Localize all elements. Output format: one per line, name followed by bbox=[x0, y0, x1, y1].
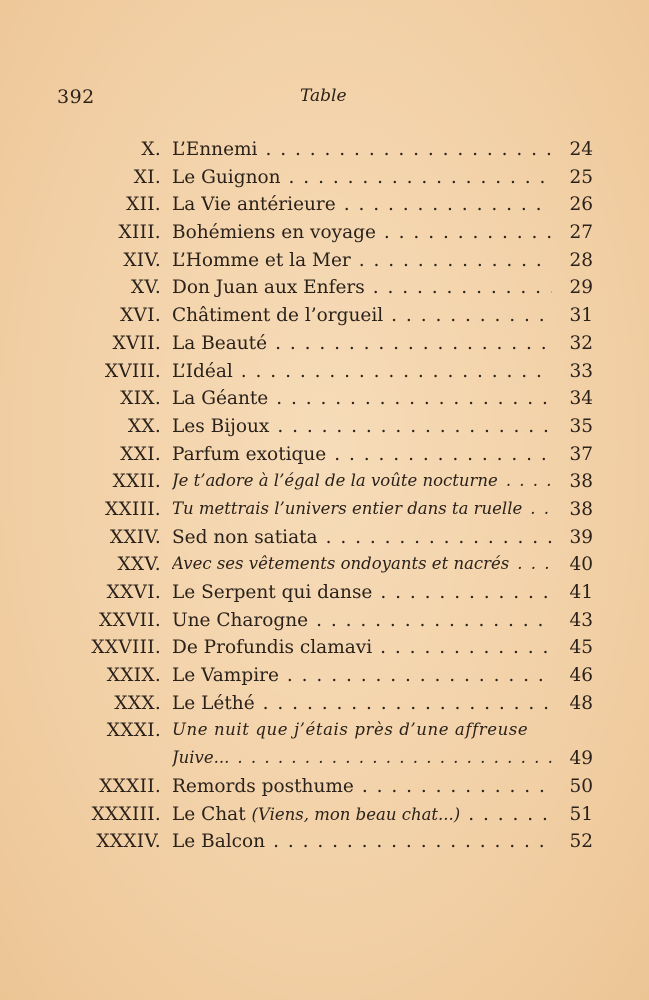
poem-number: XXIX. bbox=[106, 665, 161, 687]
page-ref: 26 bbox=[569, 194, 593, 216]
page-ref: 37 bbox=[569, 443, 593, 465]
poem-title-text: Le Balcon bbox=[172, 831, 266, 853]
poem-title bbox=[172, 416, 552, 437]
toc-row bbox=[0, 748, 649, 776]
toc-row bbox=[0, 665, 649, 693]
page-ref: 33 bbox=[569, 360, 593, 382]
poem-number: XVII. bbox=[112, 332, 161, 354]
poem-title bbox=[172, 305, 552, 326]
poem-number: XXVIII. bbox=[91, 637, 161, 659]
toc-row bbox=[0, 194, 649, 222]
poem-title-text: Le Serpent qui danse bbox=[172, 582, 373, 603]
poem-number: XX. bbox=[127, 415, 161, 437]
poem-title bbox=[172, 665, 552, 686]
poem-number: XXVII. bbox=[99, 609, 161, 631]
poem-number: XXII. bbox=[112, 471, 161, 493]
toc-row bbox=[0, 776, 649, 804]
poem-title bbox=[172, 444, 552, 465]
poem-title-text: Le Chat bbox=[172, 803, 252, 825]
running-title: Table bbox=[300, 86, 347, 106]
poem-number: XXI. bbox=[120, 443, 161, 465]
poem-title bbox=[172, 277, 552, 298]
poem-title bbox=[172, 831, 552, 852]
toc-row bbox=[0, 804, 649, 832]
toc-row bbox=[0, 416, 649, 444]
page-ref: 49 bbox=[569, 748, 593, 770]
page-ref: 38 bbox=[569, 498, 593, 520]
poem-title bbox=[172, 720, 552, 739]
poem-title bbox=[172, 693, 552, 714]
toc-row bbox=[0, 222, 649, 250]
toc-row bbox=[0, 167, 649, 195]
poem-title-text: Le Guignon bbox=[172, 166, 281, 188]
page-number: 392 bbox=[57, 86, 95, 108]
poem-number: XVI. bbox=[120, 305, 161, 327]
poem-number: XXIV. bbox=[109, 526, 161, 548]
poem-number: XXX. bbox=[114, 692, 161, 714]
page-ref: 40 bbox=[569, 554, 593, 576]
poem-subtitle: (Viens, mon beau chat...) bbox=[251, 804, 461, 824]
toc-row bbox=[0, 139, 649, 167]
page-ref: 39 bbox=[569, 526, 593, 548]
poem-number: XIX. bbox=[120, 388, 161, 410]
page-ref: 29 bbox=[569, 277, 593, 299]
toc-row bbox=[0, 305, 649, 333]
poem-number: XXV. bbox=[117, 554, 161, 576]
poem-number: XVIII. bbox=[104, 360, 161, 382]
poem-title-text: Bohémiens en voyage bbox=[172, 222, 376, 244]
poem-number: XXXIV. bbox=[96, 831, 161, 853]
poem-title bbox=[172, 222, 552, 243]
page-ref: 46 bbox=[569, 665, 593, 687]
page-ref: 34 bbox=[569, 388, 593, 410]
poem-number: XXXI. bbox=[106, 720, 161, 742]
poem-number: XII. bbox=[126, 194, 161, 216]
toc-row bbox=[0, 527, 649, 555]
poem-title-text: La Beauté bbox=[172, 332, 268, 354]
poem-number: X. bbox=[141, 139, 161, 160]
poem-title-text: Une Charogne bbox=[172, 609, 309, 631]
poem-title-text: Sed non satiata bbox=[172, 526, 318, 548]
poem-title bbox=[172, 554, 552, 573]
page-ref: 24 bbox=[569, 139, 593, 160]
poem-title-text: Les Bijoux bbox=[172, 415, 270, 437]
poem-title-text: Avec ses vêtements ondoyants et nacrés bbox=[172, 554, 510, 574]
poem-number: XXVI. bbox=[106, 582, 161, 603]
poem-title bbox=[172, 139, 552, 160]
toc-row bbox=[0, 444, 649, 472]
poem-title bbox=[172, 167, 552, 188]
toc-row bbox=[0, 554, 649, 582]
toc-row bbox=[0, 333, 649, 361]
toc-row bbox=[0, 250, 649, 278]
page-ref: 28 bbox=[569, 249, 593, 271]
poem-title bbox=[172, 637, 552, 658]
toc-row bbox=[0, 361, 649, 389]
poem-number: XXXIII. bbox=[91, 803, 161, 825]
poem-title-text: La Vie antérieure bbox=[172, 194, 336, 216]
poem-title bbox=[172, 333, 552, 354]
poem-number: XXIII. bbox=[105, 498, 161, 520]
page-ref: 32 bbox=[569, 332, 593, 354]
page-ref: 52 bbox=[569, 831, 593, 853]
poem-title-text: L’Homme et la Mer bbox=[172, 249, 351, 271]
poem-title bbox=[172, 610, 552, 631]
poem-title-text: Don Juan aux Enfers bbox=[172, 277, 365, 299]
poem-title bbox=[172, 361, 552, 382]
poem-title-text: Une nuit que j’étais près d’une affreuse bbox=[172, 720, 529, 740]
poem-title-text: Juive... bbox=[172, 748, 230, 768]
poem-title bbox=[172, 776, 552, 797]
page-ref: 51 bbox=[569, 803, 593, 825]
page-ref: 48 bbox=[569, 692, 593, 714]
poem-title-text: L’Ennemi bbox=[172, 139, 258, 160]
poem-title bbox=[172, 527, 552, 548]
poem-title bbox=[172, 471, 552, 490]
poem-number: XIV. bbox=[123, 249, 161, 271]
toc-row bbox=[0, 610, 649, 638]
poem-title bbox=[172, 250, 552, 271]
poem-title-text: Le Vampire bbox=[172, 665, 279, 687]
poem-title-text: Je t’adore à l’égal de la voûte nocturne bbox=[172, 471, 498, 491]
toc-row bbox=[0, 693, 649, 721]
toc-row bbox=[0, 277, 649, 305]
page-ref: 41 bbox=[569, 582, 593, 603]
toc-row bbox=[0, 720, 649, 748]
page-ref: 35 bbox=[569, 415, 593, 437]
poem-title-text: La Géante bbox=[172, 388, 269, 410]
toc-row bbox=[0, 637, 649, 665]
page-ref: 25 bbox=[569, 166, 593, 188]
poem-number: XI. bbox=[133, 166, 161, 188]
toc-row bbox=[0, 388, 649, 416]
page-ref: 38 bbox=[569, 471, 593, 493]
poem-number: XXXII. bbox=[99, 775, 161, 797]
page-ref: 27 bbox=[569, 222, 593, 244]
page-ref: 31 bbox=[569, 305, 593, 327]
poem-title-text: Parfum exotique bbox=[172, 443, 327, 465]
page-ref: 50 bbox=[569, 775, 593, 797]
poem-title-text: Le Léthé bbox=[172, 692, 255, 714]
toc-row bbox=[0, 582, 649, 610]
poem-title bbox=[172, 388, 552, 409]
poem-title-text: Remords posthume bbox=[172, 775, 354, 797]
page-ref: 43 bbox=[569, 609, 593, 631]
poem-title-text: Châtiment de l’orgueil bbox=[172, 305, 384, 327]
poem-title bbox=[172, 748, 552, 767]
toc-row bbox=[0, 499, 649, 527]
page-ref: 45 bbox=[569, 637, 593, 659]
poem-title bbox=[172, 499, 552, 518]
poem-number: XV. bbox=[130, 277, 161, 299]
toc-row bbox=[0, 831, 649, 859]
poem-number: XIII. bbox=[118, 222, 161, 244]
poem-title bbox=[172, 804, 552, 825]
poem-title bbox=[172, 582, 552, 603]
toc-row bbox=[0, 471, 649, 499]
poem-title-text: Tu mettrais l’univers entier dans ta ruelle bbox=[172, 498, 523, 518]
poem-title-text: L’Idéal bbox=[172, 360, 233, 382]
poem-title bbox=[172, 194, 552, 215]
poem-title-text: De Profundis clamavi bbox=[172, 637, 373, 659]
table-of-contents bbox=[0, 139, 649, 859]
